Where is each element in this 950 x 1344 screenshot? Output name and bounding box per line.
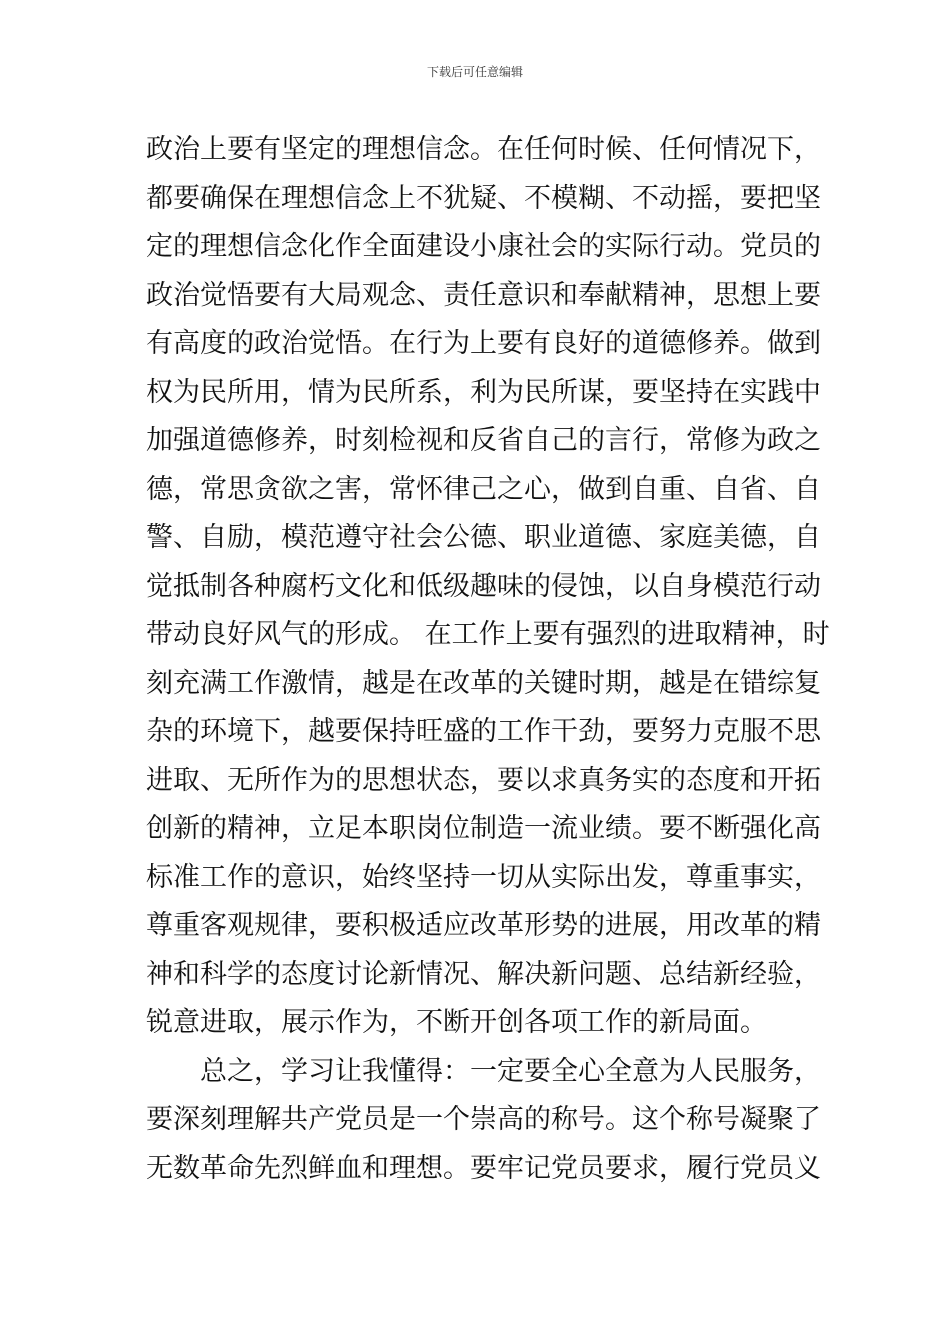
- text-line: 定的理想信念化作全面建设小康社会的实际行动。党员的: [146, 231, 821, 262]
- text-line: 神和科学的态度讨论新情况、解决新问题、总结新经验，: [146, 958, 821, 990]
- text-line: 政治上要有坚定的理想信念。在任何时候、任何情况下，: [146, 134, 821, 165]
- text-line: 德，常思贪欲之害，常怀律己之心，做到自重、自省、自: [146, 473, 821, 505]
- text-line: 有高度的政治觉悟。在行为上要有良好的道德修养。做到: [146, 328, 821, 359]
- text-line: 带动良好风气的形成。 在工作上要有强烈的进取精神，时: [146, 619, 830, 650]
- text-line: 加强道德修养，时刻检视和反省自己的言行，常修为政之: [146, 425, 821, 456]
- text-line: 警、自励，模范遵守社会公德、职业道德、家庭美德，自: [146, 522, 821, 553]
- body-text: [146, 126, 830, 1193]
- text-line: 标准工作的意识，始终坚持一切从实际出发，尊重事实，: [146, 861, 821, 893]
- text-line: 进取、无所作为的思想状态，要以求真务实的态度和开拓: [146, 764, 821, 796]
- text-line: 创新的精神，立足本职岗位制造一流业绩。要不断强化高: [146, 813, 821, 844]
- text-line: 要深刻理解共产党员是一个崇高的称号。这个称号凝聚了: [146, 1104, 821, 1135]
- text-line: 权为民所用，情为民所系，利为民所谋，要坚持在实践中: [146, 376, 821, 408]
- text-line: 都要确保在理想信念上不犹疑、不模糊、不动摇，要把坚: [146, 182, 821, 214]
- text-line: 尊重客观规律，要积极适应改革形势的进展，用改革的精: [146, 910, 821, 941]
- page-header: 下载后可任意编辑: [426, 65, 523, 79]
- text-line: 政治觉悟要有大局观念、责任意识和奉献精神，思想上要: [146, 279, 821, 311]
- text-line: 无数革命先烈鲜血和理想。要牢记党员要求，履行党员义: [146, 1152, 821, 1184]
- paragraph-first-line: 总之，学习让我懂得：一定要全心全意为人民服务，: [200, 1055, 821, 1087]
- paragraph-end-line: 锐意进取，展示作为，不断开创各项工作的新局面。: [146, 1007, 767, 1038]
- text-line: 觉抵制各种腐朽文化和低级趣味的侵蚀，以自身模范行动: [146, 570, 821, 602]
- text-line: 刻充满工作激情，越是在改革的关键时期，越是在错综复: [146, 667, 821, 699]
- text-line: 杂的环境下，越要保持旺盛的工作干劲，要努力克服不思: [146, 716, 821, 747]
